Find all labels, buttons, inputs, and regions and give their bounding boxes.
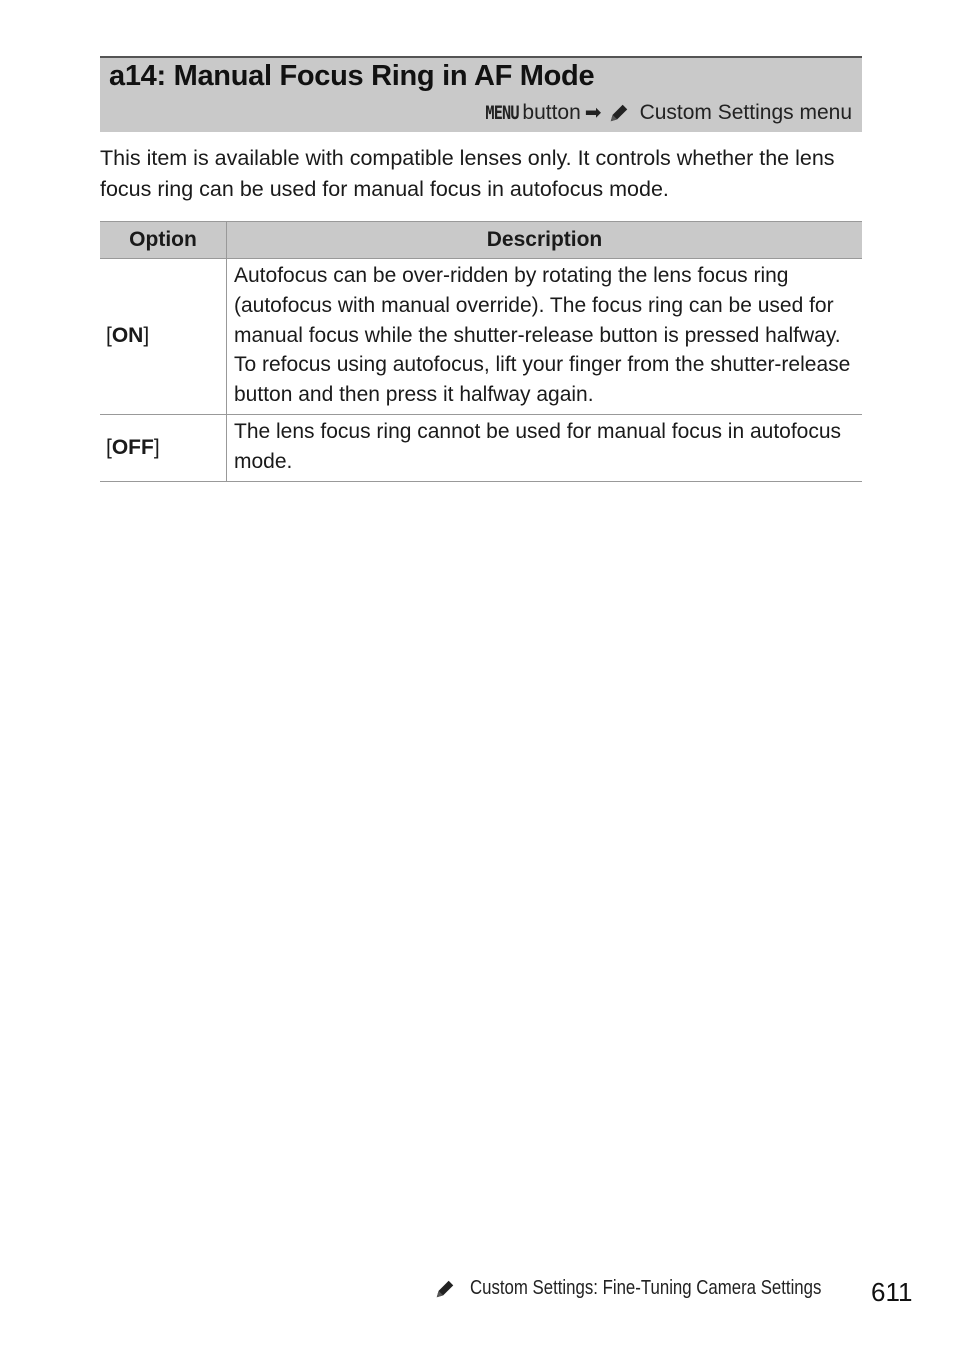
page-footer: [434, 1277, 888, 1300]
option-cell: [ON]: [100, 259, 227, 415]
button-text: button: [522, 100, 581, 124]
table-row: [100, 414, 862, 481]
table-row: [100, 259, 862, 415]
pencil-icon: [434, 1278, 456, 1300]
page-number: 611: [871, 1277, 913, 1307]
option-value: OFF: [111, 435, 154, 459]
menu-button-label: MENU: [484, 101, 519, 124]
options-table: [100, 221, 862, 482]
option-column-header: Option: [100, 222, 227, 259]
arrow-right-icon: ➡: [584, 102, 602, 124]
pencil-icon: [608, 102, 630, 124]
menu-path: [477, 100, 852, 125]
description-cell: The lens focus ring cannot be used for manual focus in autofocus mode.: [227, 414, 863, 481]
option-value: ON: [111, 324, 144, 348]
table-header-row: [100, 222, 862, 259]
menu-name: Custom Settings menu: [639, 100, 852, 124]
description-cell: Autofocus can be over-ridden by rotating the lens focus ring (autofocus with manual override). The focus ring can be used for manual focus while the shutter-release button is pressed halfway. To refocus using autofocus, lift your finger from the shutter-release button and then press it halfway again.: [227, 259, 863, 415]
intro-paragraph: This item is available with compatible lenses only. It controls whether the lens focus ring can be used for manual focus in autofocus mode.: [100, 146, 835, 201]
page-title: a14: Manual Focus Ring in AF Mode: [109, 60, 595, 92]
section-header: [100, 56, 862, 132]
option-cell: [OFF]: [100, 414, 227, 481]
footer-section-title: Custom Settings: Fine-Tuning Camera Settings: [470, 1277, 822, 1299]
description-column-header: Description: [227, 222, 863, 259]
